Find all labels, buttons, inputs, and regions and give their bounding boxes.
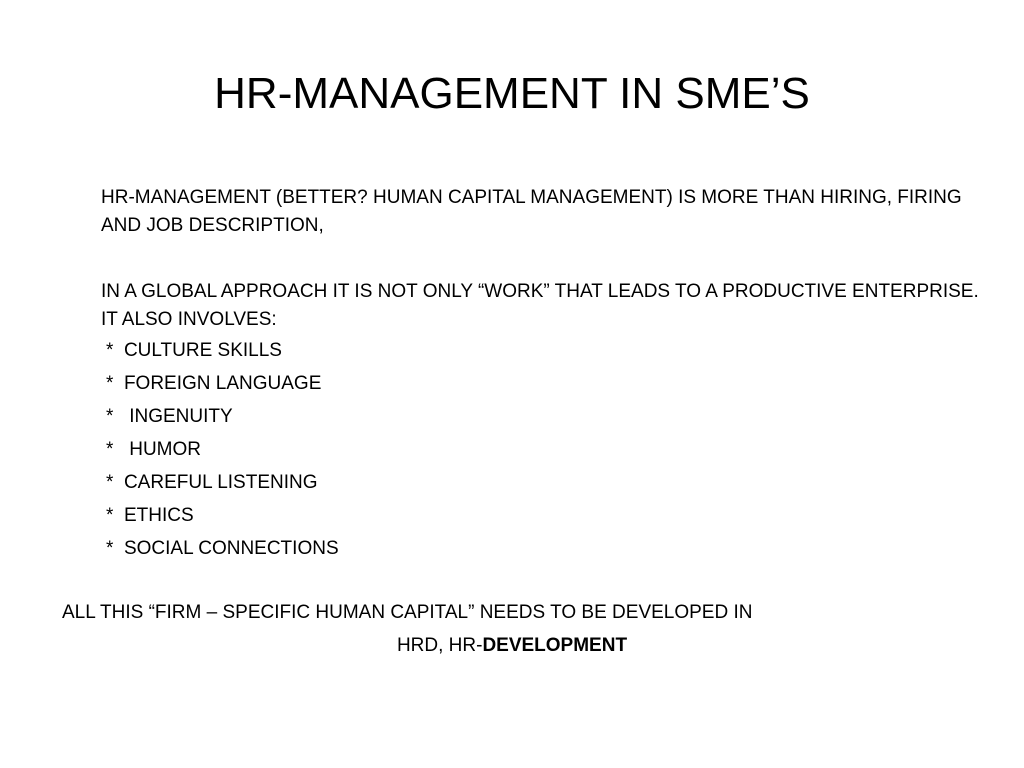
closing-statement-line-2 — [0, 632, 1024, 660]
approach-paragraph: IN A GLOBAL APPROACH IT IS NOT ONLY “WORK” THAT LEADS TO A PRODUCTIVE ENTERPRISE. IT ALSO INVOLVES: — [101, 281, 979, 330]
list-item: * ETHICS — [106, 505, 194, 526]
closing-emphasis: DEVELOPMENT — [482, 635, 628, 656]
list-item: * CULTURE SKILLS — [106, 340, 282, 361]
list-item: * INGENUITY — [106, 406, 233, 427]
list-item: * FOREIGN LANGUAGE — [106, 373, 322, 394]
closing-statement: ALL THIS “FIRM – SPECIFIC HUMAN CAPITAL” NEEDS TO BE DEVELOPED IN — [62, 602, 753, 623]
list-item: * SOCIAL CONNECTIONS — [106, 538, 339, 559]
list-item: * HUMOR — [106, 439, 201, 460]
intro-paragraph: HR-MANAGEMENT (BETTER? HUMAN CAPITAL MANAGEMENT) IS MORE THAN HIRING, FIRING AND JOB DESCRIPTION, — [101, 187, 962, 236]
skills-list — [106, 337, 339, 568]
slide-title: HR-MANAGEMENT IN SME’S — [214, 69, 810, 118]
list-item: * CAREFUL LISTENING — [106, 472, 318, 493]
closing-prefix: HRD, HR- — [396, 635, 483, 656]
